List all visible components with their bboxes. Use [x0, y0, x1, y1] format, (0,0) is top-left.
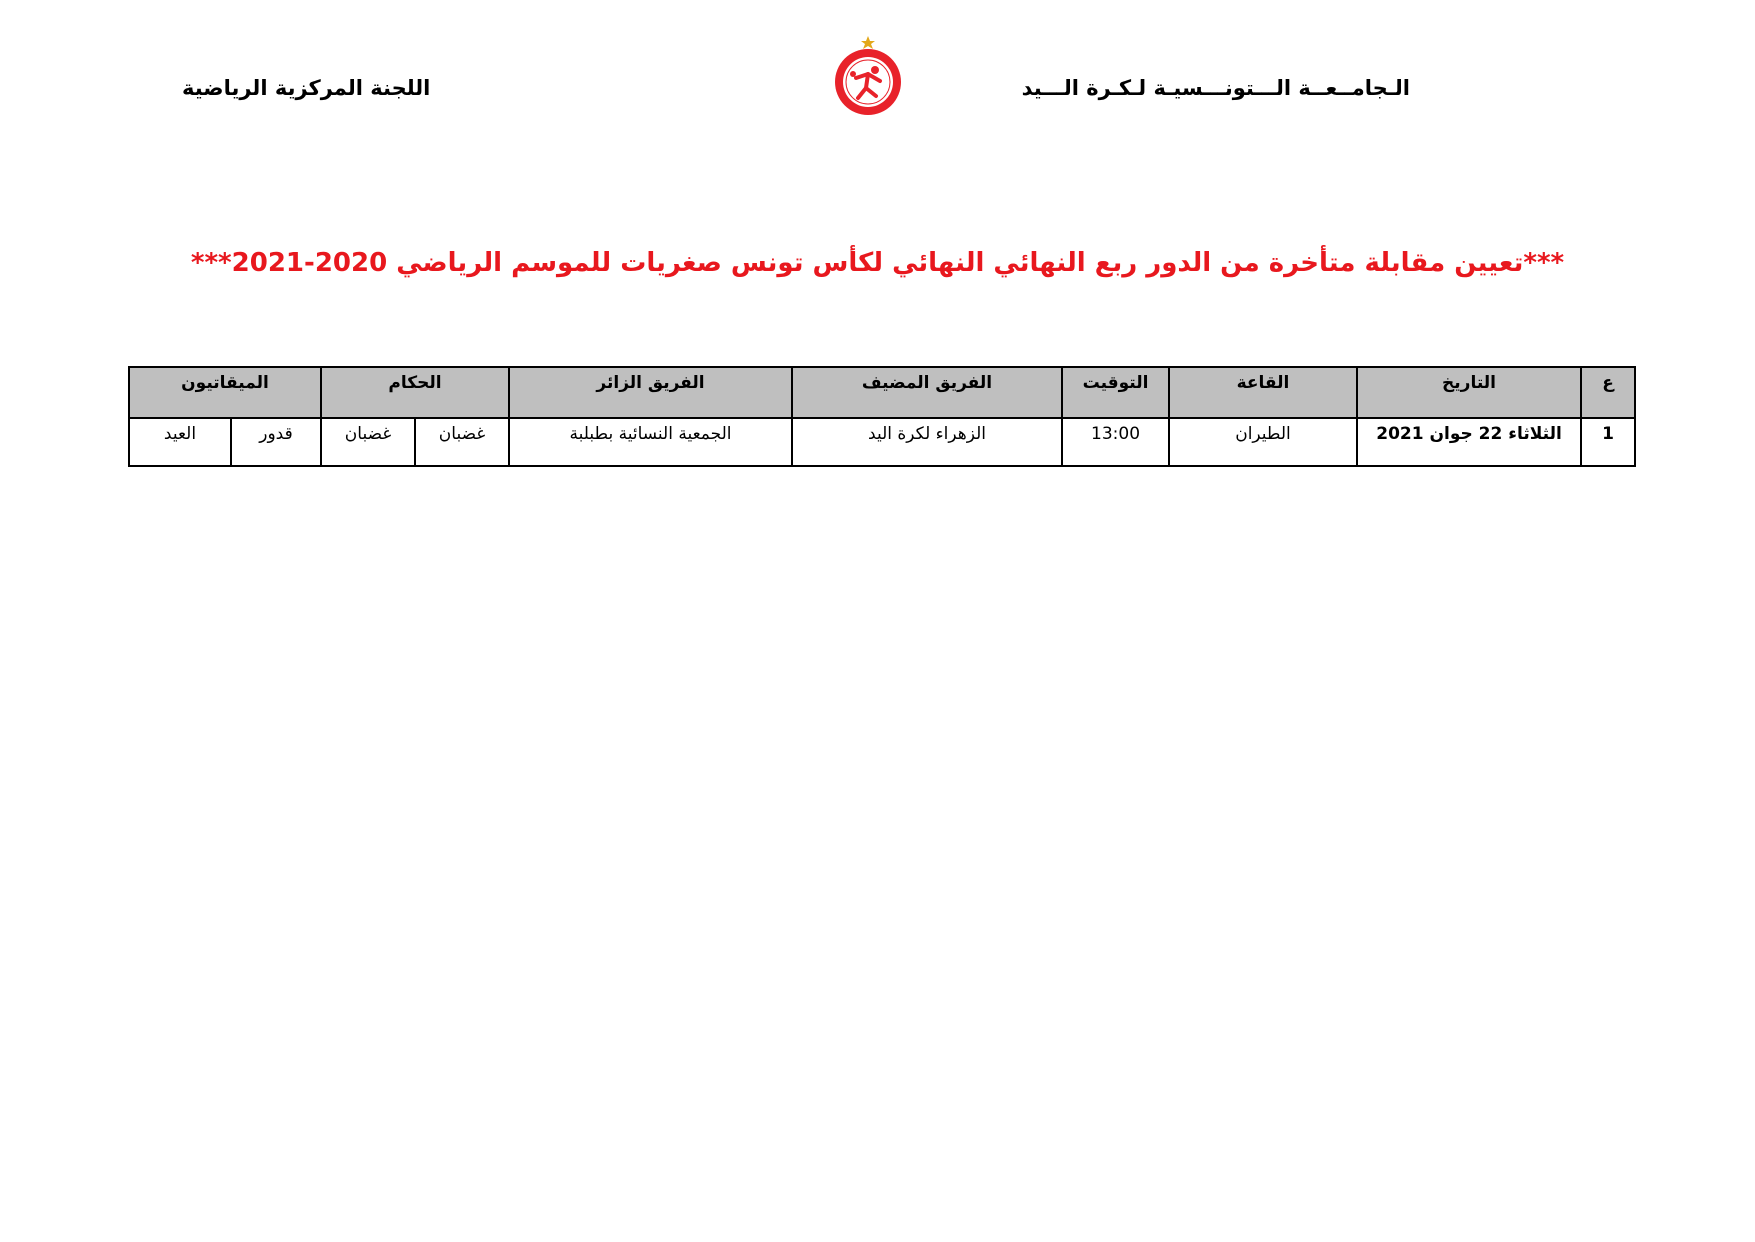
header-date: التاريخ: [1357, 367, 1581, 418]
cell-referee-1: غضبان: [415, 418, 509, 466]
cell-referee-2: غضبان: [321, 418, 415, 466]
cell-hall: الطيران: [1169, 418, 1357, 466]
table-row: [129, 418, 1635, 466]
federation-logo: [832, 34, 904, 118]
cell-timekeeper-2: العيد: [129, 418, 231, 466]
header-away-team: الفريق الزائر: [509, 367, 792, 418]
header-num: ع: [1581, 367, 1635, 418]
cell-time: 13:00: [1062, 418, 1169, 466]
cell-num: 1: [1581, 418, 1635, 466]
header-timekeepers: الميقاتيون: [129, 367, 321, 418]
cell-date: الثلاثاء 22 جوان 2021: [1357, 418, 1581, 466]
header-home-team: الفريق المضيف: [792, 367, 1062, 418]
header-referees: الحكام: [321, 367, 509, 418]
cell-home-team: الزهراء لكرة اليد: [792, 418, 1062, 466]
table-header-row: [129, 367, 1635, 418]
cell-timekeeper-1: قدور: [231, 418, 321, 466]
header-hall: القاعة: [1169, 367, 1357, 418]
header-time: التوقيت: [1062, 367, 1169, 418]
federation-name: الـجامــعــة الـــتونـــسيـة لـكـرة الـــيد: [1021, 76, 1410, 100]
document-title: ***تعيين مقابلة متأخرة من الدور ربع النهائي النهائي لكأس تونس صغريات للموسم الرياضي 2020-2021***: [190, 248, 1565, 278]
assignment-table: [128, 366, 1636, 467]
cell-away-team: الجمعية النسائية بطبلبة: [509, 418, 792, 466]
committee-name: اللجنة المركزية الرياضية: [182, 76, 431, 100]
